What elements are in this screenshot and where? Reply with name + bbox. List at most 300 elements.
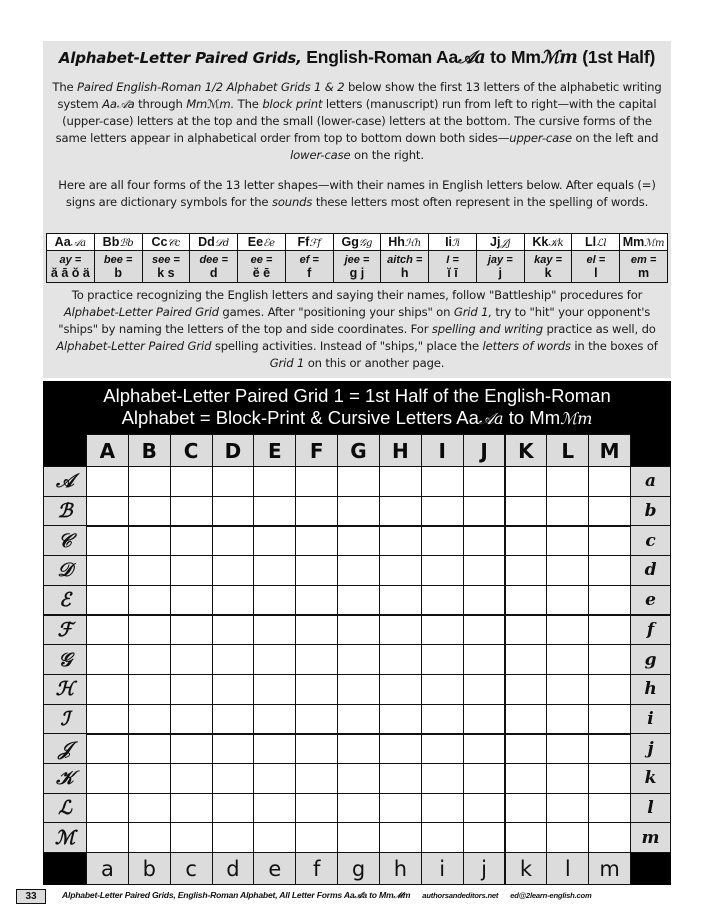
grid-box[interactable] [463, 793, 506, 824]
grid-box[interactable] [86, 822, 129, 853]
grid-box[interactable] [379, 466, 422, 497]
grid-box[interactable] [546, 763, 589, 794]
grid-box[interactable] [505, 466, 548, 497]
grid-box[interactable] [546, 704, 589, 735]
grid-box[interactable] [463, 525, 506, 556]
letter-name: ay = [59, 253, 82, 266]
letter-name: ee = [250, 253, 273, 266]
grid-box[interactable] [128, 525, 171, 556]
grid-box[interactable] [505, 525, 548, 556]
grid-box[interactable] [421, 496, 464, 527]
grid-box[interactable] [170, 822, 213, 853]
grid-box[interactable] [212, 466, 255, 497]
letter-name: kay = [534, 253, 562, 266]
letter-print: Dd [198, 235, 215, 249]
letter-sounds: ă ā ŏ ä [50, 265, 90, 280]
column-footer-e: e [253, 852, 296, 885]
grid-box[interactable] [588, 763, 631, 794]
emphasis-text: Grid 1, [453, 305, 492, 319]
grid-box[interactable] [588, 555, 631, 586]
page-footer [0, 886, 713, 910]
title-to-cursive: ℳm [540, 48, 578, 68]
letter-cursive: ℐi [452, 238, 460, 249]
grid-title-mid: to Mm [503, 407, 561, 428]
grid-box[interactable] [212, 733, 255, 764]
grid-box[interactable] [588, 644, 631, 675]
alphabet-grid [43, 381, 671, 885]
column-footer-m: m [588, 852, 631, 885]
grid-box[interactable] [505, 674, 548, 705]
letter-cursive: ℳm [644, 238, 665, 249]
letter-name: jay = [487, 253, 513, 266]
grid-box[interactable] [337, 763, 380, 794]
grid-box[interactable] [505, 822, 548, 853]
grid-box[interactable] [212, 674, 255, 705]
grid-box[interactable] [379, 496, 422, 527]
grid-box[interactable] [170, 733, 213, 764]
column-header-a: A [86, 434, 129, 467]
letter-sounds: k [544, 265, 552, 280]
grid-box[interactable] [463, 615, 506, 646]
letter-name-cell [190, 251, 238, 283]
row-header-left-h: ℋ [43, 674, 87, 705]
grid-box[interactable] [379, 763, 422, 794]
grid-box[interactable] [337, 496, 380, 527]
letter-name: see = [151, 253, 180, 266]
letter-cursive: ℬb [119, 238, 134, 249]
letter-name-cell [285, 251, 333, 283]
grid-title-line-2 [43, 407, 671, 430]
grid-box[interactable] [295, 644, 338, 675]
grid-box[interactable] [170, 674, 213, 705]
letter-cursive: 𝒞c [167, 238, 181, 249]
grid-box[interactable] [170, 793, 213, 824]
grid-box[interactable] [86, 704, 129, 735]
body-text: on this or another page. [304, 356, 445, 370]
grid-box[interactable] [253, 555, 296, 586]
grid-box[interactable] [505, 704, 548, 735]
grid-box[interactable] [421, 644, 464, 675]
letter-name-cell [142, 251, 190, 283]
column-footer-b: b [128, 852, 171, 885]
grid-box[interactable] [86, 733, 129, 764]
letter-name: bee = [103, 253, 133, 266]
grid-box[interactable] [337, 733, 380, 764]
grid-box[interactable] [463, 763, 506, 794]
row-header-right-j: j [630, 733, 671, 764]
grid-box[interactable] [128, 793, 171, 824]
row-header-left-d: 𝒟 [43, 555, 87, 586]
grid-box[interactable] [128, 466, 171, 497]
letter-sounds: j [498, 265, 503, 280]
grid-box[interactable] [212, 615, 255, 646]
grid-box[interactable] [505, 585, 548, 616]
letter-sounds: ĭ ī [447, 265, 458, 280]
body-text: games. After "positioning your ships" on [218, 305, 454, 319]
grid-box[interactable] [86, 644, 129, 675]
grid-box[interactable] [379, 615, 422, 646]
grid-box[interactable] [337, 466, 380, 497]
grid-box[interactable] [337, 793, 380, 824]
intro-paragraph-3 [51, 287, 663, 372]
grid-box[interactable] [588, 585, 631, 616]
grid-box[interactable] [546, 822, 589, 853]
grid-box[interactable] [546, 674, 589, 705]
emphasis-text: Grid 1 [269, 356, 305, 370]
grid-box[interactable] [463, 585, 506, 616]
grid-box[interactable] [505, 644, 548, 675]
grid-box[interactable] [295, 733, 338, 764]
emphasis-text: spelling and writing [431, 322, 543, 336]
grid-box[interactable] [421, 793, 464, 824]
intro-paragraph-1 [51, 79, 663, 164]
letter-name: ef = [299, 253, 319, 266]
row-header-right-l: l [630, 793, 671, 824]
letter-sounds: g j [349, 265, 365, 280]
footer-title: Alphabet-Letter Paired Grids, English-Roman Alphabet, All Letter Forms Aa𝒜a to Mmℳm [62, 890, 411, 900]
grid-box[interactable] [505, 763, 548, 794]
intro-paragraph-2 [51, 177, 663, 211]
grid-box[interactable] [86, 466, 129, 497]
grid-box[interactable] [421, 615, 464, 646]
column-header-k: K [505, 434, 548, 467]
column-footer-g: g [337, 852, 380, 885]
grid-box[interactable] [421, 555, 464, 586]
grid-box[interactable] [253, 763, 296, 794]
grid-box[interactable] [505, 615, 548, 646]
grid-box[interactable] [546, 615, 589, 646]
grid-box[interactable] [379, 704, 422, 735]
grid-box[interactable] [546, 585, 589, 616]
body-text: these letters most often represent in the spelling of words. [312, 195, 649, 209]
grid-box[interactable] [421, 525, 464, 556]
grid-box[interactable] [337, 674, 380, 705]
footer-email: ed@2learn-english.com [510, 891, 592, 900]
grid-box[interactable] [212, 763, 255, 794]
letter-sounds: ĕ ē [252, 265, 271, 280]
grid-box[interactable] [295, 496, 338, 527]
grid-box[interactable] [505, 496, 548, 527]
grid-box[interactable] [295, 674, 338, 705]
grid-box[interactable] [170, 704, 213, 735]
letter-name-cell [429, 251, 477, 283]
grid-box[interactable] [379, 644, 422, 675]
grid-box[interactable] [295, 793, 338, 824]
grid-box[interactable] [170, 496, 213, 527]
letter-print: Gg [341, 235, 359, 249]
grid-box[interactable] [588, 496, 631, 527]
grid-box[interactable] [128, 555, 171, 586]
grid-box[interactable] [588, 525, 631, 556]
body-text: practice as well, do [542, 322, 656, 336]
grid-box[interactable] [253, 585, 296, 616]
column-footer-j: j [463, 852, 506, 885]
grid-box[interactable] [295, 585, 338, 616]
grid-title [43, 385, 671, 430]
title-italic: Alphabet-Letter Paired Grids, [58, 49, 302, 67]
emphasis-text: Aa𝒜a [102, 97, 135, 111]
grid-box[interactable] [212, 525, 255, 556]
grid-box[interactable] [170, 763, 213, 794]
grid-box[interactable] [421, 822, 464, 853]
title-suffix: (1st Half) [577, 47, 656, 67]
grid-box[interactable] [170, 525, 213, 556]
title-rest: English-Roman [301, 47, 437, 67]
grid-box[interactable] [170, 644, 213, 675]
grid-box[interactable] [128, 822, 171, 853]
grid-box[interactable] [463, 466, 506, 497]
grid-box[interactable] [170, 615, 213, 646]
grid-box[interactable] [505, 733, 548, 764]
row-header-left-k: 𝒦 [43, 763, 87, 794]
grid-box[interactable] [295, 763, 338, 794]
column-header-f: F [295, 434, 338, 467]
letter-form-cell [190, 234, 238, 251]
body-text: spelling activities. Instead of "ships," place the [211, 339, 483, 353]
body-text: The [234, 97, 263, 111]
grid-box[interactable] [505, 793, 548, 824]
grid-box[interactable] [546, 496, 589, 527]
grid-box[interactable] [253, 704, 296, 735]
grid-box[interactable] [295, 704, 338, 735]
grid-box[interactable] [86, 585, 129, 616]
column-header-b: B [128, 434, 171, 467]
grid-box[interactable] [86, 525, 129, 556]
letter-form-cell [94, 234, 142, 251]
grid-box[interactable] [505, 555, 548, 586]
letter-sounds: f [307, 265, 312, 280]
grid-box[interactable] [463, 704, 506, 735]
grid-box[interactable] [421, 763, 464, 794]
grid-box[interactable] [128, 704, 171, 735]
intro-panel [43, 41, 671, 378]
grid-box[interactable] [128, 585, 171, 616]
grid-box[interactable] [86, 496, 129, 527]
letter-sounds: l [594, 265, 598, 280]
letter-name-cell [572, 251, 620, 283]
grid-box[interactable] [212, 555, 255, 586]
letter-print: Ll [585, 235, 597, 249]
letter-name: el = [586, 253, 606, 266]
letter-cursive: ℒl [596, 238, 607, 249]
letter-sounds: m [638, 265, 650, 280]
letter-form-cell [429, 234, 477, 251]
column-header-j: J [463, 434, 506, 467]
grid-box[interactable] [128, 644, 171, 675]
row-header-left-c: 𝒞 [43, 525, 87, 556]
grid-box[interactable] [546, 793, 589, 824]
letter-cursive: 𝒢g [358, 238, 373, 249]
letter-name-cell [620, 251, 668, 283]
emphasis-text: sounds [271, 195, 313, 209]
grid-box[interactable] [337, 585, 380, 616]
grid-box[interactable] [253, 674, 296, 705]
letter-sounds: d [209, 265, 218, 280]
page-number: 33 [16, 889, 46, 904]
column-footer-c: c [170, 852, 213, 885]
grid-box[interactable] [337, 555, 380, 586]
grid-box[interactable] [295, 555, 338, 586]
grid-box[interactable] [546, 466, 589, 497]
title-to-word: to [485, 47, 511, 67]
grid-box[interactable] [463, 733, 506, 764]
grid-box[interactable] [463, 644, 506, 675]
grid-box[interactable] [463, 555, 506, 586]
letter-print: Mm [622, 235, 645, 249]
grid-title-cursive-m: ℳm [560, 409, 593, 428]
grid-box[interactable] [212, 644, 255, 675]
grid-box[interactable] [546, 525, 589, 556]
grid-box[interactable] [253, 496, 296, 527]
grid-box[interactable] [379, 733, 422, 764]
grid-box[interactable] [337, 615, 380, 646]
grid-box[interactable] [337, 525, 380, 556]
grid-box[interactable] [86, 615, 129, 646]
grid-box[interactable] [212, 496, 255, 527]
grid-box[interactable] [253, 822, 296, 853]
grid-box[interactable] [588, 674, 631, 705]
letter-name-cell [381, 251, 429, 283]
row-header-left-e: ℰ [43, 585, 87, 616]
grid-box[interactable] [86, 763, 129, 794]
grid-box[interactable] [170, 466, 213, 497]
row-header-left-j: 𝒥 [43, 733, 87, 764]
grid-box[interactable] [295, 525, 338, 556]
grid-box[interactable] [128, 674, 171, 705]
letter-print: Ee [247, 235, 264, 249]
row-header-right-i: i [630, 704, 671, 735]
body-text: To practice recognizing the English letters and saying their names, follow "Battleship" procedures for [71, 288, 643, 302]
grid-box[interactable] [337, 822, 380, 853]
body-text: The [52, 80, 78, 94]
letter-forms-table [46, 233, 668, 283]
body-text: letters (manuscript) run from left to right—with the capital (upper-case) letters at the top and the small (lower-case) letters at the bottom. The cursive forms of the same letters appear in alphabetical order from top to bottom down both sides— [55, 97, 657, 145]
letter-forms-row [47, 234, 668, 251]
title-from-cursive: 𝒜a [458, 48, 486, 68]
grid-box[interactable] [253, 466, 296, 497]
grid-box[interactable] [379, 674, 422, 705]
grid-box[interactable] [212, 704, 255, 735]
grid-box[interactable] [170, 585, 213, 616]
letter-sounds: k s [157, 265, 175, 280]
letter-form-cell [47, 234, 95, 251]
letter-name-cell [476, 251, 524, 283]
column-footer-d: d [212, 852, 255, 885]
grid-box[interactable] [128, 763, 171, 794]
column-header-m: M [588, 434, 631, 467]
column-header-d: D [212, 434, 255, 467]
grid-box[interactable] [463, 674, 506, 705]
letter-form-cell [381, 234, 429, 251]
letter-name: I = [446, 253, 459, 266]
grid-box[interactable] [421, 704, 464, 735]
grid-box[interactable] [421, 733, 464, 764]
grid-box[interactable] [379, 585, 422, 616]
column-header-l: L [546, 434, 589, 467]
row-header-left-l: ℒ [43, 793, 87, 824]
letter-print: Hh [388, 235, 405, 249]
grid-box[interactable] [588, 793, 631, 824]
grid-box[interactable] [421, 585, 464, 616]
column-header-g: G [337, 434, 380, 467]
row-header-left-i: ℐ [43, 704, 87, 735]
grid-box[interactable] [588, 733, 631, 764]
grid-box[interactable] [463, 822, 506, 853]
letter-cursive: ℰe [263, 238, 276, 249]
grid-box[interactable] [379, 793, 422, 824]
grid-box[interactable] [86, 555, 129, 586]
grid-box[interactable] [253, 793, 296, 824]
grid-box[interactable] [546, 644, 589, 675]
letter-name-cell [524, 251, 572, 283]
grid-box[interactable] [128, 733, 171, 764]
grid-box[interactable] [379, 822, 422, 853]
letter-name-cell [333, 251, 381, 283]
grid-box[interactable] [421, 466, 464, 497]
grid-box[interactable] [295, 615, 338, 646]
grid-box[interactable] [421, 674, 464, 705]
grid-box[interactable] [379, 555, 422, 586]
column-header-i: I [421, 434, 464, 467]
row-header-right-a: a [630, 466, 671, 497]
grid-box[interactable] [128, 496, 171, 527]
letter-print: Ff [297, 235, 310, 249]
letter-name: dee = [199, 253, 228, 266]
footer-text [62, 890, 592, 901]
grid-box[interactable] [588, 466, 631, 497]
grid-box[interactable] [253, 525, 296, 556]
emphasis-text: lower-case [290, 148, 351, 162]
grid-box[interactable] [588, 822, 631, 853]
grid-box[interactable] [295, 466, 338, 497]
letter-print: Aa [54, 235, 71, 249]
row-header-left-f: ℱ [43, 615, 87, 646]
grid-box[interactable] [253, 644, 296, 675]
letter-form-cell [238, 234, 286, 251]
grid-box[interactable] [128, 615, 171, 646]
grid-box[interactable] [86, 674, 129, 705]
grid-box[interactable] [337, 644, 380, 675]
letter-name-cell [47, 251, 95, 283]
grid-box[interactable] [253, 733, 296, 764]
letter-form-cell [620, 234, 668, 251]
grid-box[interactable] [588, 704, 631, 735]
grid-title-line-1: Alphabet-Letter Paired Grid 1 = 1st Half of the English-Roman [103, 385, 611, 406]
letter-form-cell [524, 234, 572, 251]
grid-box[interactable] [463, 496, 506, 527]
title-from: Aa [436, 47, 459, 67]
grid-box[interactable] [379, 525, 422, 556]
grid-box[interactable] [546, 733, 589, 764]
row-header-right-m: m [630, 822, 671, 853]
grid-box[interactable] [212, 822, 255, 853]
grid-box[interactable] [212, 793, 255, 824]
grid-box[interactable] [337, 704, 380, 735]
grid-box[interactable] [86, 793, 129, 824]
grid-box[interactable] [170, 555, 213, 586]
grid-title-pre: Alphabet = Block-Print & Cursive Letters Aa [121, 407, 479, 428]
row-header-right-e: e [630, 585, 671, 616]
grid-box[interactable] [212, 585, 255, 616]
column-header-e: E [253, 434, 296, 467]
grid-box[interactable] [588, 615, 631, 646]
grid-box[interactable] [546, 555, 589, 586]
letter-name-cell [238, 251, 286, 283]
grid-box[interactable] [295, 822, 338, 853]
row-header-right-c: c [630, 525, 671, 556]
grid-box[interactable] [253, 615, 296, 646]
row-header-right-g: g [630, 644, 671, 675]
